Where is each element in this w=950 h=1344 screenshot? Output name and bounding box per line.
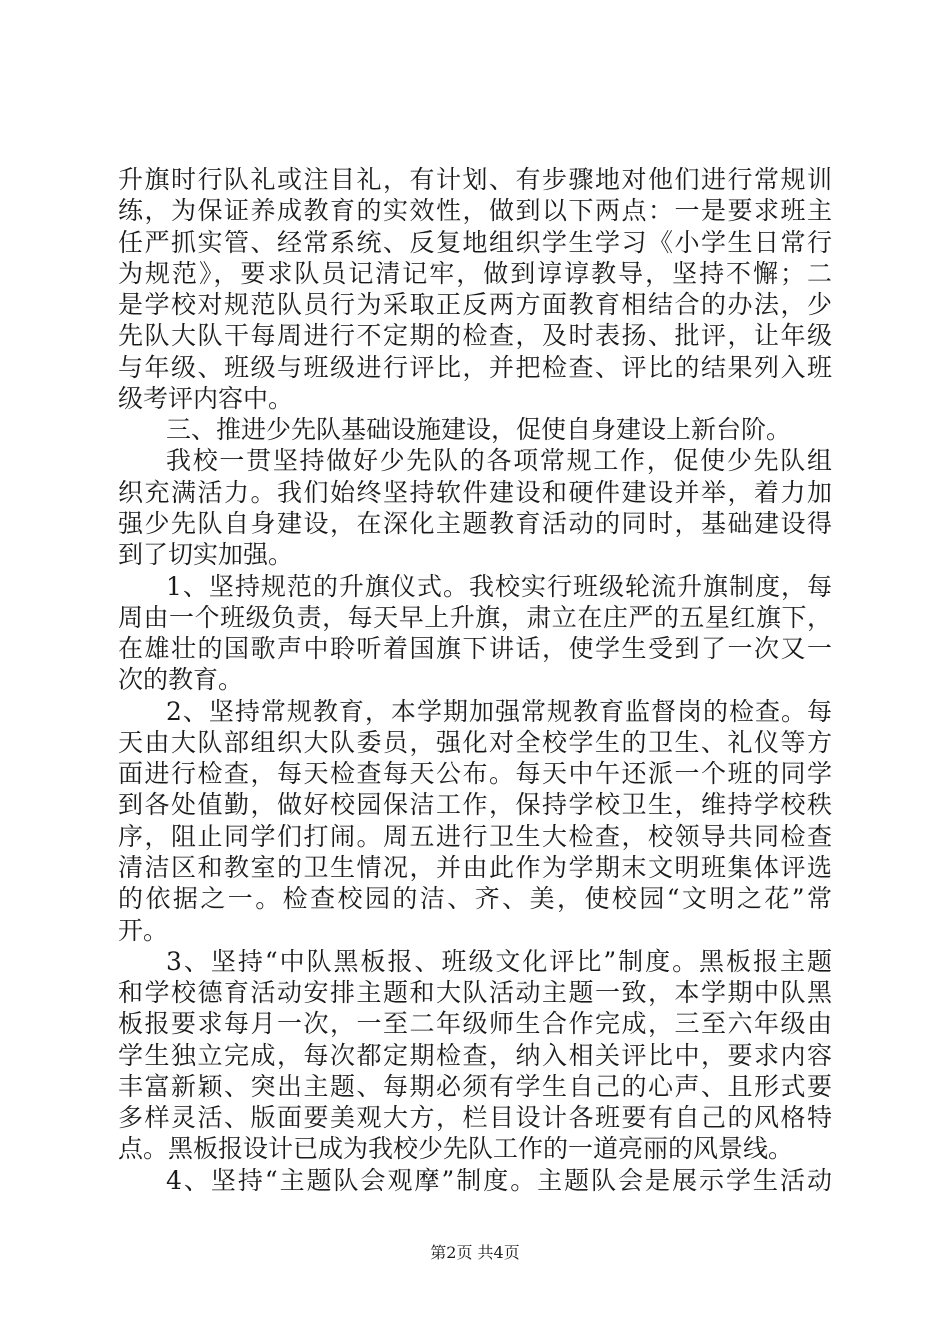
text-line: 在雄壮的国歌声中聆听着国旗下讲话，使学生受到了一次又一 (118, 634, 832, 664)
text-line: 多样灵活、版面要美观大方，栏目设计各班要有自己的风格特 (118, 1103, 832, 1133)
text-line: 和学校德育活动安排主题和大队活动主题一致，本学期中队黑 (118, 978, 832, 1008)
section-heading: 三、推进少先队基础设施建设，促使自身建设上新台阶。 (166, 415, 792, 445)
text-line: 是学校对规范队员行为采取正反两方面教育相结合的办法，少 (118, 290, 832, 320)
text-line: 级考评内容中。 (118, 383, 294, 413)
text-line: 到各处值勤，做好校园保洁工作，保持学校卫生，维持学校秩 (118, 790, 832, 820)
text-line: 开。 (118, 915, 169, 945)
text-line: 点。黑板报设计已成为我校少先队工作的一道亮丽的风景线。 (118, 1134, 794, 1164)
text-line: 丰富新颖、突出主题、每期必须有学生自己的心声、且形式要 (118, 1071, 832, 1101)
text-line: 升旗时行队礼或注目礼，有计划、有步骤地对他们进行常规训 (118, 165, 832, 194)
text-line: 任严抓实管、经常系统、反复地组织学生学习《小学生日常行 (118, 227, 832, 257)
text-line: 板报要求每月一次，一至二年级师生合作完成，三至六年级由 (118, 1009, 832, 1039)
text-line: 练，为保证养成教育的实效性，做到以下两点：一是要求班主 (118, 196, 832, 226)
text-line: 织充满活力。我们始终坚持软件建设和硬件建设并举，着力加 (118, 477, 832, 507)
text-line: 3、坚持“中队黑板报、班级文化评比”制度。黑板报主题 (166, 946, 832, 976)
text-line: 天由大队部组织大队委员，强化对全校学生的卫生、礼仪等方 (118, 727, 832, 757)
text-line: 的依据之一。检查校园的洁、齐、美，使校园“文明之花”常 (118, 884, 832, 914)
text-line: 与年级、班级与班级进行评比，并把检查、评比的结果列入班 (118, 352, 832, 382)
text-line: 先队大队干每周进行不定期的检查，及时表扬、批评，让年级 (118, 321, 832, 351)
text-line: 1、坚持规范的升旗仪式。我校实行班级轮流升旗制度，每 (166, 571, 832, 601)
text-line: 周由一个班级负责，每天早上升旗，肃立在庄严的五星红旗下， (118, 602, 832, 632)
text-line: 清洁区和教室的卫生情况，并由此作为学期末文明班集体评选 (118, 853, 832, 882)
text-line: 我校一贯坚持做好少先队的各项常规工作，促使少先队组 (166, 446, 832, 476)
text-line: 4、坚持“主题队会观摩”制度。主题队会是展示学生活动 (166, 1165, 832, 1195)
text-line: 次的教育。 (118, 665, 244, 695)
page-footer: 第2页 共4页 (430, 1243, 520, 1262)
text-line: 2、坚持常规教育，本学期加强常规教育监督岗的检查。每 (166, 696, 832, 726)
text-line: 面进行检查，每天检查每天公布。每天中午还派一个班的同学 (118, 759, 832, 789)
text-line: 为规范》，要求队员记清记牢，做到谆谆教导，坚持不懈；二 (118, 258, 832, 288)
text-line: 到了切实加强。 (118, 540, 294, 570)
text-line: 强少先队自身建设，在深化主题教育活动的同时，基础建设得 (118, 509, 832, 538)
text-line: 序，阻止同学们打闹。周五进行卫生大检查，校领导共同检查 (118, 821, 832, 851)
text-line: 学生独立完成，每次都定期检查，纳入相关评比中，要求内容 (118, 1040, 832, 1070)
